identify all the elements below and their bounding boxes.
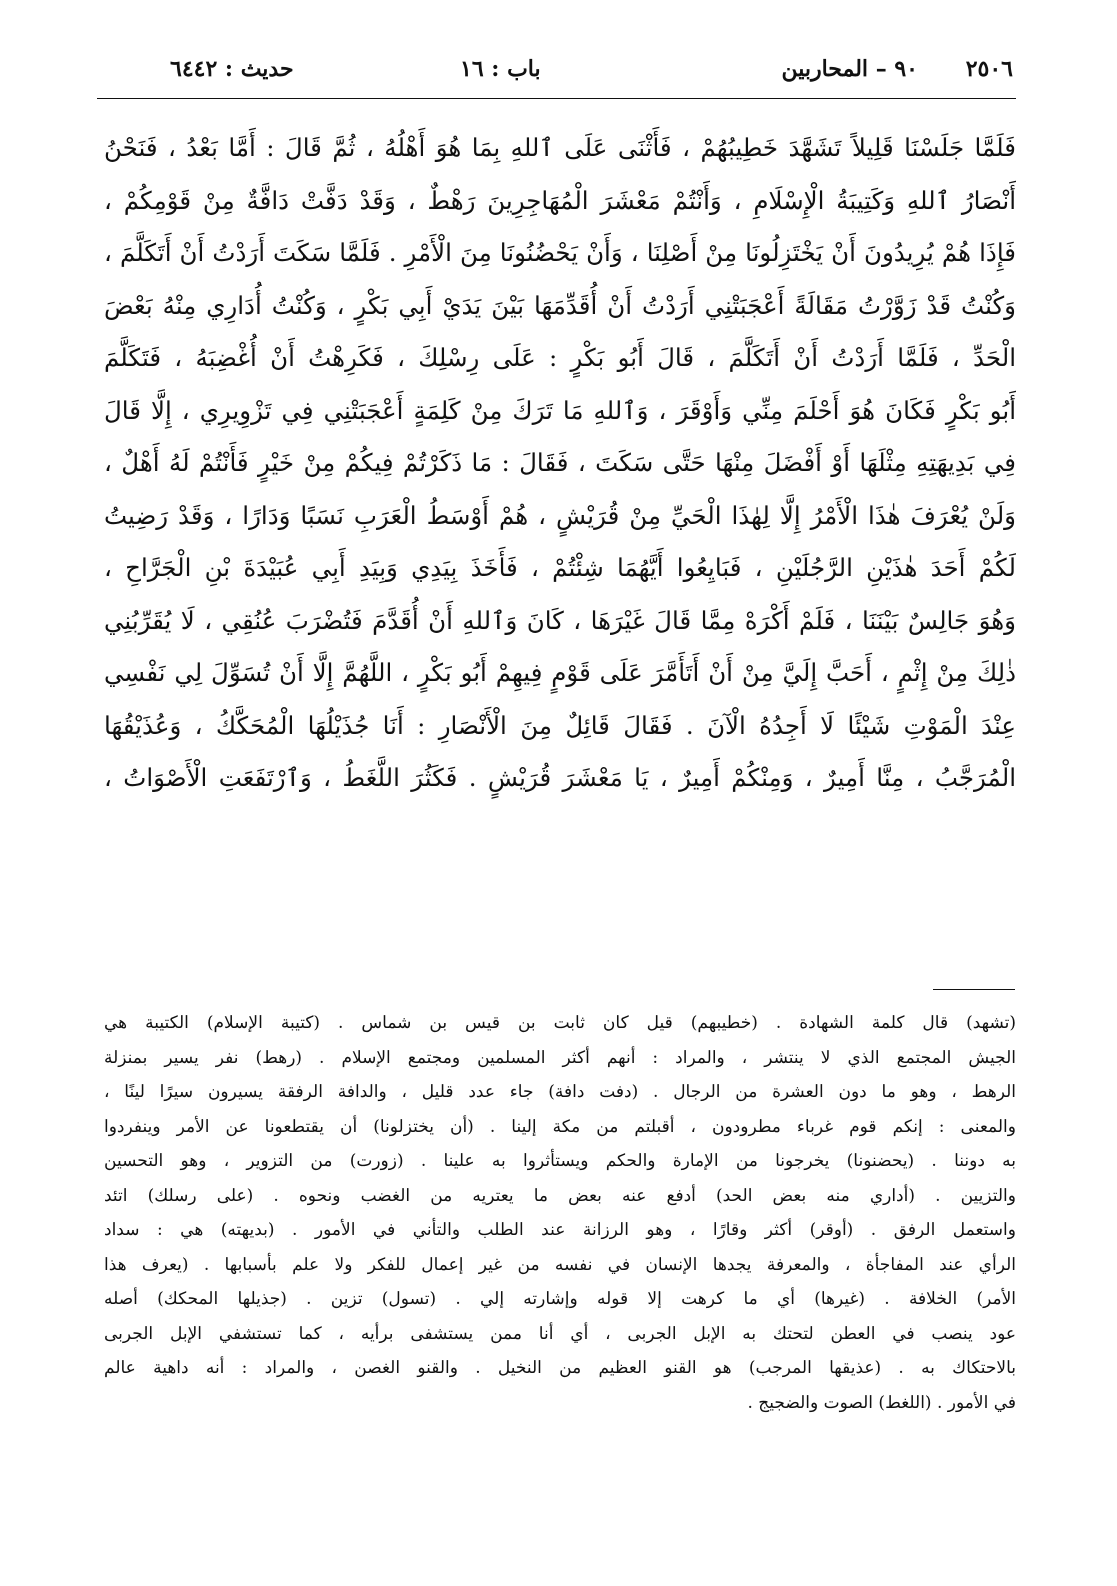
footnote-line: به دوننا . (يحضنونا) يخرجونا من الإمارة والحكم ويستأثروا به علينا . (زورت) من التزوير ، وهو التحسين: [104, 1151, 1016, 1171]
footnote-line: الرهط ، وهو ما دون العشرة من الرجال . (دفت دافة) جاء عدد قليل ، والدافة الرفقة يسيرون سيرًا لينًا ،: [104, 1082, 1016, 1102]
text-line: وَهُوَ جَالِسٌ بَيْنَنَا ، فَلَمْ أَكْرَهْ مِمَّا قَالَ غَيْرَهَا ، كَانَ وَٱللهِ أَنْ أُقَدَّمَ فَتُضْرَبَ عُنُقِي ، لَا يُقَرِّبُنِي: [104, 605, 1016, 635]
text-line: وَكُنْتُ قَدْ زَوَّرْتُ مَقَالَةً أَعْجَبَتْنِي أَرَدْتُ أَنْ أُقَدِّمَهَا بَيْنَ يَدَيْ أَبِي بَكْرٍ ، وَكُنْتُ أُدَارِي مِنْهُ بَعْضَ: [104, 290, 1016, 320]
footnotes: [104, 1006, 1016, 1476]
text-line: عِنْدَ الْمَوْتِ شَيْئًا لَا أَجِدُهُ الْآنَ . فَقَالَ قَائِلٌ مِنَ الْأَنْصَارِ : أَنَا جُذَيْلُهَا الْمُحَكَّكُ ، وَعُذَيْقُهَا: [104, 710, 1016, 740]
text-line: الْمُرَجَّبُ ، مِنَّا أَمِيرٌ ، وَمِنْكُمْ أَمِيرٌ ، يَا مَعْشَرَ قُرَيْشٍ . فَكَثُرَ اللَّغَطُ ، وَٱرْتَفَعَتِ الْأَصْوَاتُ ،: [104, 763, 1016, 792]
text-line: فِي بَدِيهَتِهِ مِثْلَهَا أَوْ أَفْضَلَ مِنْهَا حَتَّى سَكَتَ ، فَقَالَ : مَا ذَكَرْتُمْ فِيكُمْ مِنْ خَيْرٍ فَأَنْتُمْ لَهُ أَهْلٌ ،: [104, 448, 1016, 477]
footnote-line: الجيش المجتمع الذي لا ينتشر ، والمراد : أنهم أكثر المسلمين ومجتمع الإسلام . (رهط) نفر يسير بمنزلة: [104, 1047, 1016, 1068]
footnote-line: في الأمور . (اللغط) الصوت والضجيج .: [747, 1392, 1016, 1413]
text-line: أَنْصَارُ ٱللهِ وَكَتِيبَةُ الْإِسْلَامِ ، وَأَنْتُمْ مَعْشَرَ الْمُهَاجِرِينَ رَهْطٌ ، وَقَدْ دَفَّتْ دَافَّةٌ مِنْ قَوْمِكُمْ ،: [104, 185, 1016, 215]
text-line: لَكُمْ أَحَدَ هٰذَيْنِ الرَّجُلَيْنِ ، فَبَايِعُوا أَيَّهُمَا شِئْتُمْ ، فَأَخَذَ بِيَدِي وَبِيَدِ أَبِي عُبَيْدَةَ بْنِ الْجَرَّاحِ ،: [104, 553, 1016, 582]
text-line: ذٰلِكَ مِنْ إِثْمٍ ، أَحَبَّ إِلَيَّ مِنْ أَنْ أَتَأَمَّرَ عَلَى قَوْمٍ فِيهِمْ أَبُو بَكْرٍ ، اللَّهُمَّ إِلَّا أَنْ تُسَوِّلَ لِي نَفْسِي: [104, 658, 1016, 687]
footnote-line: الرأي عند المفاجأة ، والمعرفة يجدها الإنسان في نفسه من غير إعمال للفكر ولا علم بأسبابها . (يعرف هذا: [104, 1254, 1016, 1275]
header-divider: [97, 98, 1016, 99]
chapter-number: باب : ١٦: [460, 56, 541, 82]
page-header: [110, 56, 1013, 92]
hadith-number: حديث : ٦٤٤٢: [170, 56, 294, 82]
text-line: فَلَمَّا جَلَسْنَا قَلِيلاً تَشَهَّدَ خَطِيبُهُمْ ، فَأَثْنَى عَلَى ٱللهِ بِمَا هُوَ أَهْلُهُ ، ثُمَّ قَالَ : أَمَّا بَعْدُ ، فَنَحْنُ: [104, 133, 1016, 162]
footnote-line: الأمر) الخلافة . (غيرها) أي ما كرهت إلا قوله وإشارته إلي . (تسول) تزين . (جذيلها المحكك) أصله: [104, 1289, 1016, 1309]
text-line: الْحَدِّ ، فَلَمَّا أَرَدْتُ أَنْ أَتَكَلَّمَ ، قَالَ أَبُو بَكْرٍ : عَلَى رِسْلِكَ ، فَكَرِهْتُ أَنْ أُغْضِبَهُ ، فَتَكَلَّمَ: [104, 343, 1016, 372]
footnote-divider: [933, 989, 1015, 990]
text-line: أَبُو بَكْرٍ فَكَانَ هُوَ أَحْلَمَ مِنِّي وَأَوْقَرَ ، وَٱللهِ مَا تَرَكَ مِنْ كَلِمَةٍ أَعْجَبَتْنِي فِي تَزْوِيرِي ، إِلَّا قَالَ: [104, 395, 1016, 425]
footnote-line: (تشهد) قال كلمة الشهادة . (خطيبهم) قيل كان ثابت بن قيس بن شماس . (كتيبة الإسلام) الكتيبة هي: [104, 1013, 1016, 1033]
hadith-text: [104, 122, 1016, 912]
footnote-line: عود ينصب في العطن لتحتك به الإبل الجربى ، أي أنا ممن يستشفى برأيه ، كما تستشفي الإبل الجربى: [104, 1323, 1016, 1344]
book-title: ٩٠ – المحاربين: [781, 56, 918, 82]
footnote-line: واستعمل الرفق . (أوقر) أكثر وقارًا ، وهو الرزانة عند الطلب والتأني في الأمور . (بديهته) هي : سداد: [104, 1220, 1016, 1240]
footnote-line: بالاحتكاك به . (عذيقها المرجب) هو القنو العظيم من النخيل . والقنو الغصن ، والمراد : أنه داهية عالم: [104, 1358, 1016, 1378]
footnote-line: والمعنى : إنكم قوم غرباء مطرودون ، أقبلتم من مكة إلينا . (أن يختزلونا) أن يقتطعونا عن الأمر وينفردوا: [104, 1116, 1016, 1137]
page-number: ٢٥٠٦: [965, 56, 1013, 82]
text-line: وَلَنْ يُعْرَفَ هٰذَا الْأَمْرُ إِلَّا لِهٰذَا الْحَيِّ مِنْ قُرَيْشٍ ، هُمْ أَوْسَطُ الْعَرَبِ نَسَبًا وَدَارًا ، وَقَدْ رَضِيتُ: [104, 500, 1016, 530]
text-line: فَإِذَا هُمْ يُرِيدُونَ أَنْ يَخْتَزِلُونَا مِنْ أَصْلِنَا ، وَأَنْ يَحْضُنُونَا مِنَ الْأَمْرِ . فَلَمَّا سَكَتَ أَرَدْتُ أَنْ أَتَكَلَّمَ ،: [104, 238, 1016, 267]
footnote-line: والتزيين . (أداري منه بعض الحد) أدفع عنه بعض ما يعتريه من الغضب ونحوه . (على رسلك) اتئد: [104, 1185, 1016, 1206]
